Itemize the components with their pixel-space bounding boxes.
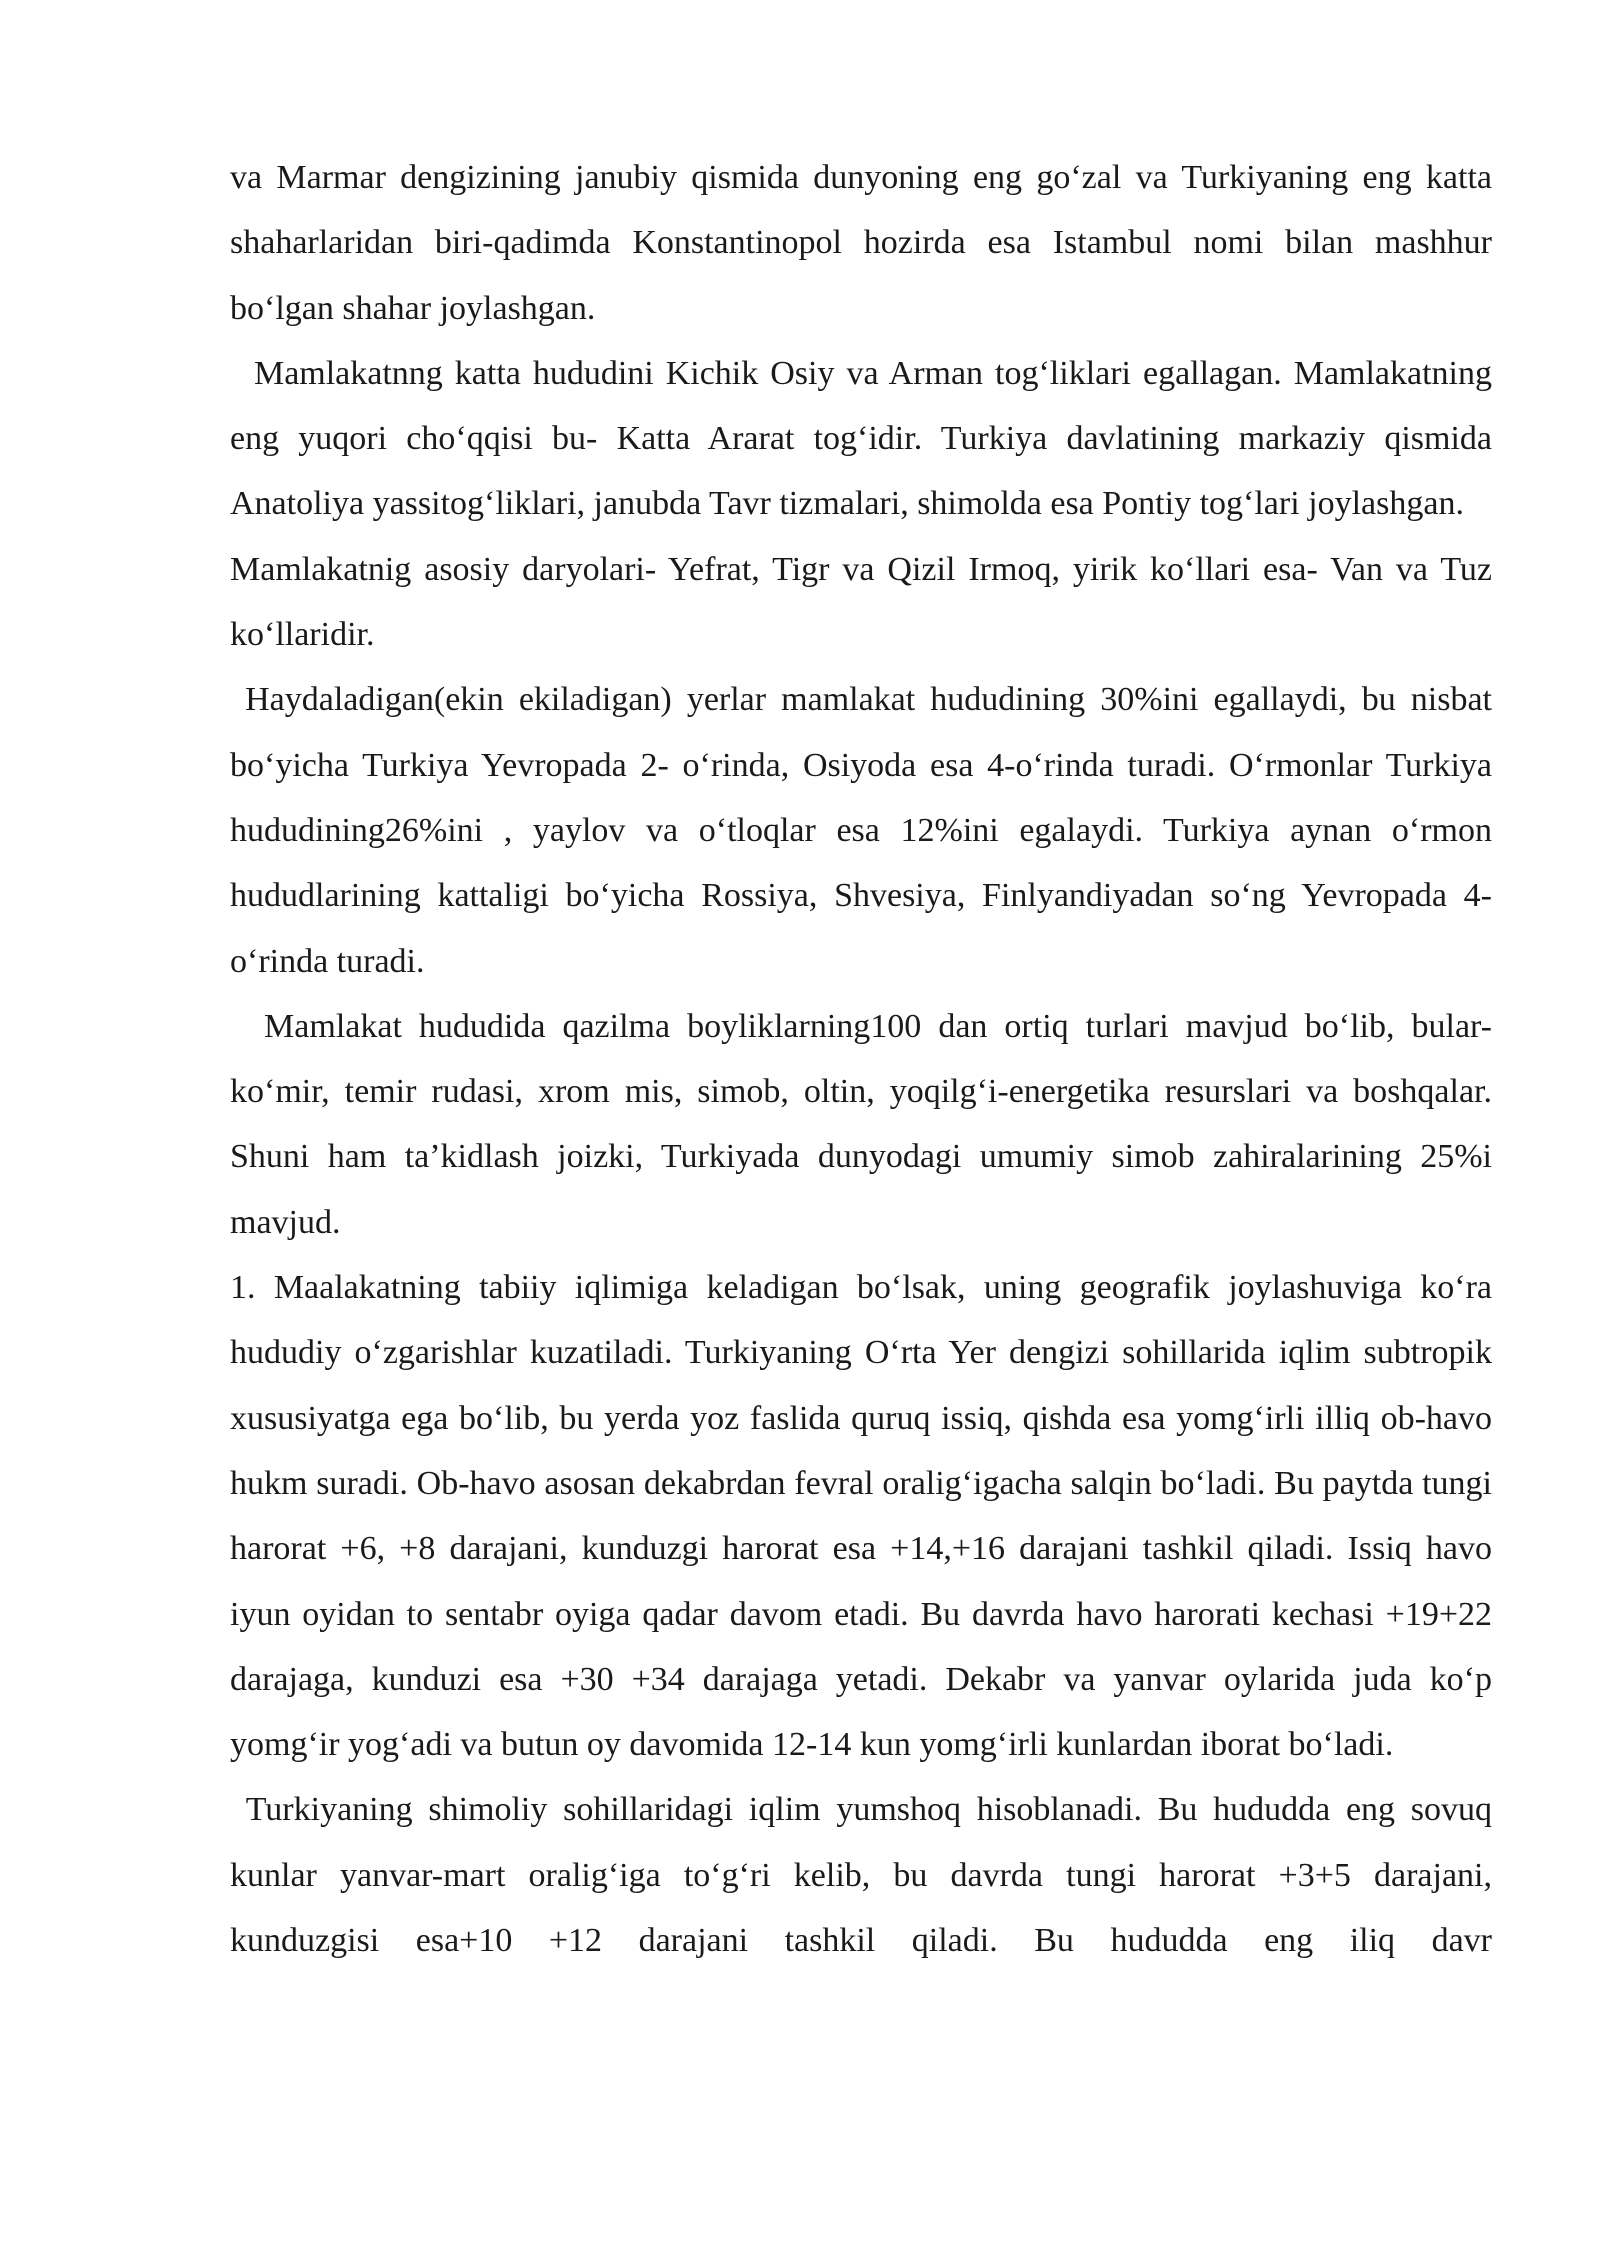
paragraph-5: Mamlakat hududida qazilma boyliklarning100 dan ortiq turlari mavjud bo‘lib, bular-ko‘mir, temir rudasi, xrom mis, simob, oltin, yoqilg‘i-energetika resurslari va boshqalar. Shuni ham ta’kidlash joizki, Turkiyada dunyodagi umumiy simob zahiralarining 25%i mavjud. bbox=[230, 1007, 1501, 1241]
paragraph-2: Mamlakatnng katta hududini Kichik Osiy va Arman tog‘liklari egallagan. Mamlakatning eng yuqori cho‘qqisi bu- Katta Ararat tog‘idir. Turkiya davlatining markaziy qismida Anatoliya yassitog‘liklari, janubda Tavr tizmalari, shimolda esa Pontiy tog‘lari joylashgan. bbox=[230, 354, 1501, 523]
paragraph-1: va Marmar dengizining janubiy qismida dunyoning eng go‘zal va Turkiyaning eng katta shaharlaridan biri-qadimda Konstantinopol hozirda esa Istambul nomi bilan mashhur bo‘lgan shahar joylashgan. bbox=[230, 159, 1501, 327]
paragraph-3: Mamlakatnig asosiy daryolari- Yefrat, Tigr va Qizil Irmoq, yirik ko‘llari esa- Van va Tuz ko‘llaridir. bbox=[230, 550, 1501, 654]
paragraph-4: Haydaladigan(ekin ekiladigan) yerlar mamlakat hududining 30%ini egallaydi, bu nisbat bo‘yicha Turkiya Yevropada 2- o‘rinda, Osiyoda esa 4-o‘rinda turadi. O‘rmonlar Turkiya hududining26%ini , yaylov va o‘tloqlar esa 12%ini egalaydi. Turkiya aynan o‘rmon hududlarining kattaligi bo‘yicha Rossiya, Shvesiya, Finlyandiyadan so‘ng Yevropada 4- o‘rinda turadi. bbox=[230, 681, 1501, 980]
document-body bbox=[230, 145, 1501, 1973]
paragraph-7: Turkiyaning shimoliy sohillaridagi iqlim yumshoq hisoblanadi. Bu hududda eng sovuq kunlar yanvar-mart oralig‘iga to‘g‘ri kelib, bu davrda tungi harorat +3+5 darajani, kunduzgisi esa+10 +12 darajani tashkil qiladi. Bu hududda eng iliq davr bbox=[230, 1791, 1501, 1960]
paragraph-6: 1. Maalakatning tabiiy iqlimiga keladigan bo‘lsak, uning geografik joylashuviga ko‘ra hududiy o‘zgarishlar kuzatiladi. Turkiyaning O‘rta Yer dengizi sohillarida iqlim subtropik xususiyatga ega bo‘lib, bu yerda yoz faslida quruq issiq, qishda esa yomg‘irli illiq ob-havo hukm suradi. Ob-havo asosan dekabrdan fevral oralig‘igacha salqin bo‘ladi. Bu paytda tungi harorat +6, +8 darajani, kunduzgi harorat esa +14,+16 darajani tashkil qiladi. Issiq havo iyun oyidan to sentabr oyiga qadar davom etadi. Bu davrda havo harorati kechasi +19+22 darajaga, kunduzi esa +30 +34 darajaga yetadi. Dekabr va yanvar oylarida juda ko‘p yomg‘ir yog‘adi va butun oy davomida 12-14 kun yomg‘irli kunlardan iborat bo‘ladi. bbox=[230, 1269, 1501, 1764]
